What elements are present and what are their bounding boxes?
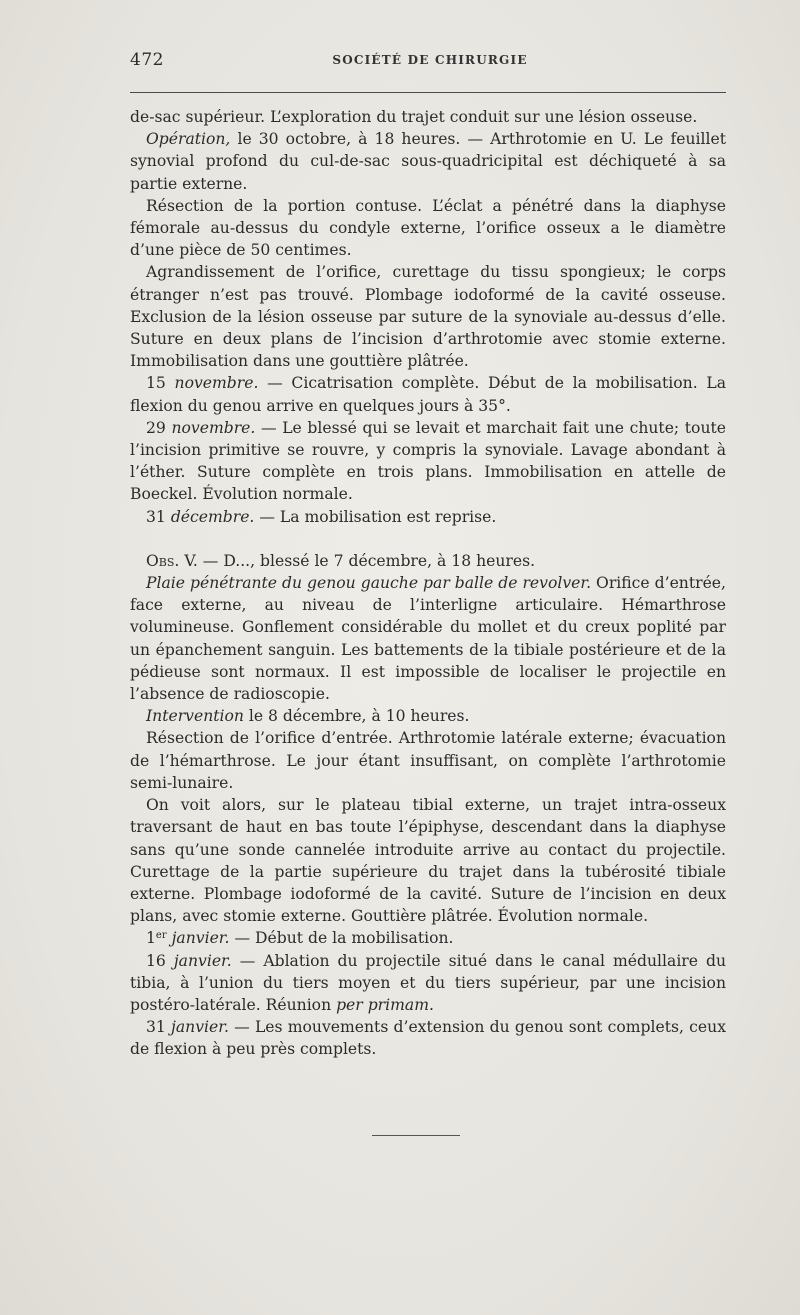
paragraph-resection: Résection de la portion contuse. L’éclat a pénétré dans la diaphyse fémorale au-dessus du condyle externe, l’orifice osseux a le diamètre d’une pièce de 50 centimes. xyxy=(130,196,726,260)
paragraph-agrandissement: Agrandissement de l’orifice, curettage du tissu spongieux; le corps étranger n’est pas trouvé. Plombage iodoformé de la cavité osseuse. Exclusion de la lésion osseuse par suture de la synoviale au-dessus d’elle. Suture en deux plans de l’incision d’arthrotomie avec stomie externe. Immobilisation dans une gouttière plâtrée. xyxy=(130,263,726,371)
obs-label: Obs. V. xyxy=(146,551,198,570)
paragraph-29-novembre: 29 novembre. — Le blessé qui se levait et marchait fait une chute; toute l’incision primitive se rouvre, y compris la synoviale. Lavage abondant à l’éther. Suture complète en trois plans. Immobilisation en attelle de Boeckel. Évolution normale. xyxy=(130,418,726,504)
running-head: SOCIÉTÉ DE CHIRURGIE xyxy=(332,53,528,67)
paragraph-31-janvier: 31 janvier. — Les mouvements d’extension du genou sont complets, ceux de flexion à peu près complets. xyxy=(130,1018,726,1059)
paragraph-operation: Opération, le 30 octobre, à 18 heures. — Arthrotomie en U. Le feuillet synovial profond du cul-de-sac sous-quadricipital est déchiqueté à sa partie externe. xyxy=(130,130,726,193)
paragraph-31-decembre: 31 décembre. — La mobilisation est reprise. xyxy=(146,507,497,526)
paragraph-obs-v: Obs. V. — D..., blessé le 7 décembre, à 18 heures. xyxy=(146,551,536,570)
header-rule xyxy=(130,92,726,93)
paragraph-plaie: Plaie pénétrante du genou gauche par balle de revolver. Orifice d’entrée, face externe, au niveau de l’interligne articulaire. Hémarthrose volumineuse. Gonflement considérable du mollet et du creux poplité par un épanchement sanguin. Les battements de la tibiale postérieure et de la pédieuse sont normaux. Il est impossible de localiser le projectile en l’absence de radioscopie. xyxy=(130,574,726,704)
body-text xyxy=(130,106,726,1061)
paragraph-15-novembre: 15 novembre. — Cicatrisation complète. Début de la mobilisation. La flexion du genou arrive en quelques jours à 35°. xyxy=(130,374,726,415)
paragraph-intervention: Intervention le 8 décembre, à 10 heures. xyxy=(146,707,470,726)
paragraph-16-janvier: 16 janvier. — Ablation du projectile situé dans le canal médullaire du tibia, à l’union du tiers moyen et du tiers supérieur, par une incision postéro-latérale. Réunion per primam. xyxy=(130,951,726,1014)
page-number: 472 xyxy=(130,50,164,70)
paragraph-1er-janvier: 1er janvier. — Début de la mobilisation. xyxy=(146,929,454,948)
paragraph-on-voit: On voit alors, sur le plateau tibial externe, un trajet intra-osseux traversant de haut en bas toute l’épiphyse, descendant dans la diaphyse sans qu’une sonde cannelée introduite arrive au contact du projectile. Curettage de la partie supérieure du trajet dans la tubérosité tibiale externe. Plombage iodoformé de la cavité. Suture de l’incision en deux plans, avec stomie externe. Gouttière plâtrée. Évolution normale. xyxy=(130,796,726,926)
paragraph-resection-orifice: Résection de l’orifice d’entrée. Arthrotomie latérale externe; évacuation de l’hémarthrose. Le jour étant insuffisant, on complète l’arthrotomie semi-lunaire. xyxy=(130,729,726,792)
closing-rule xyxy=(372,1135,460,1136)
paragraph-continuation: de-sac supérieur. L’exploration du trajet conduit sur une lésion osseuse. xyxy=(130,108,698,126)
page-header xyxy=(130,50,730,80)
